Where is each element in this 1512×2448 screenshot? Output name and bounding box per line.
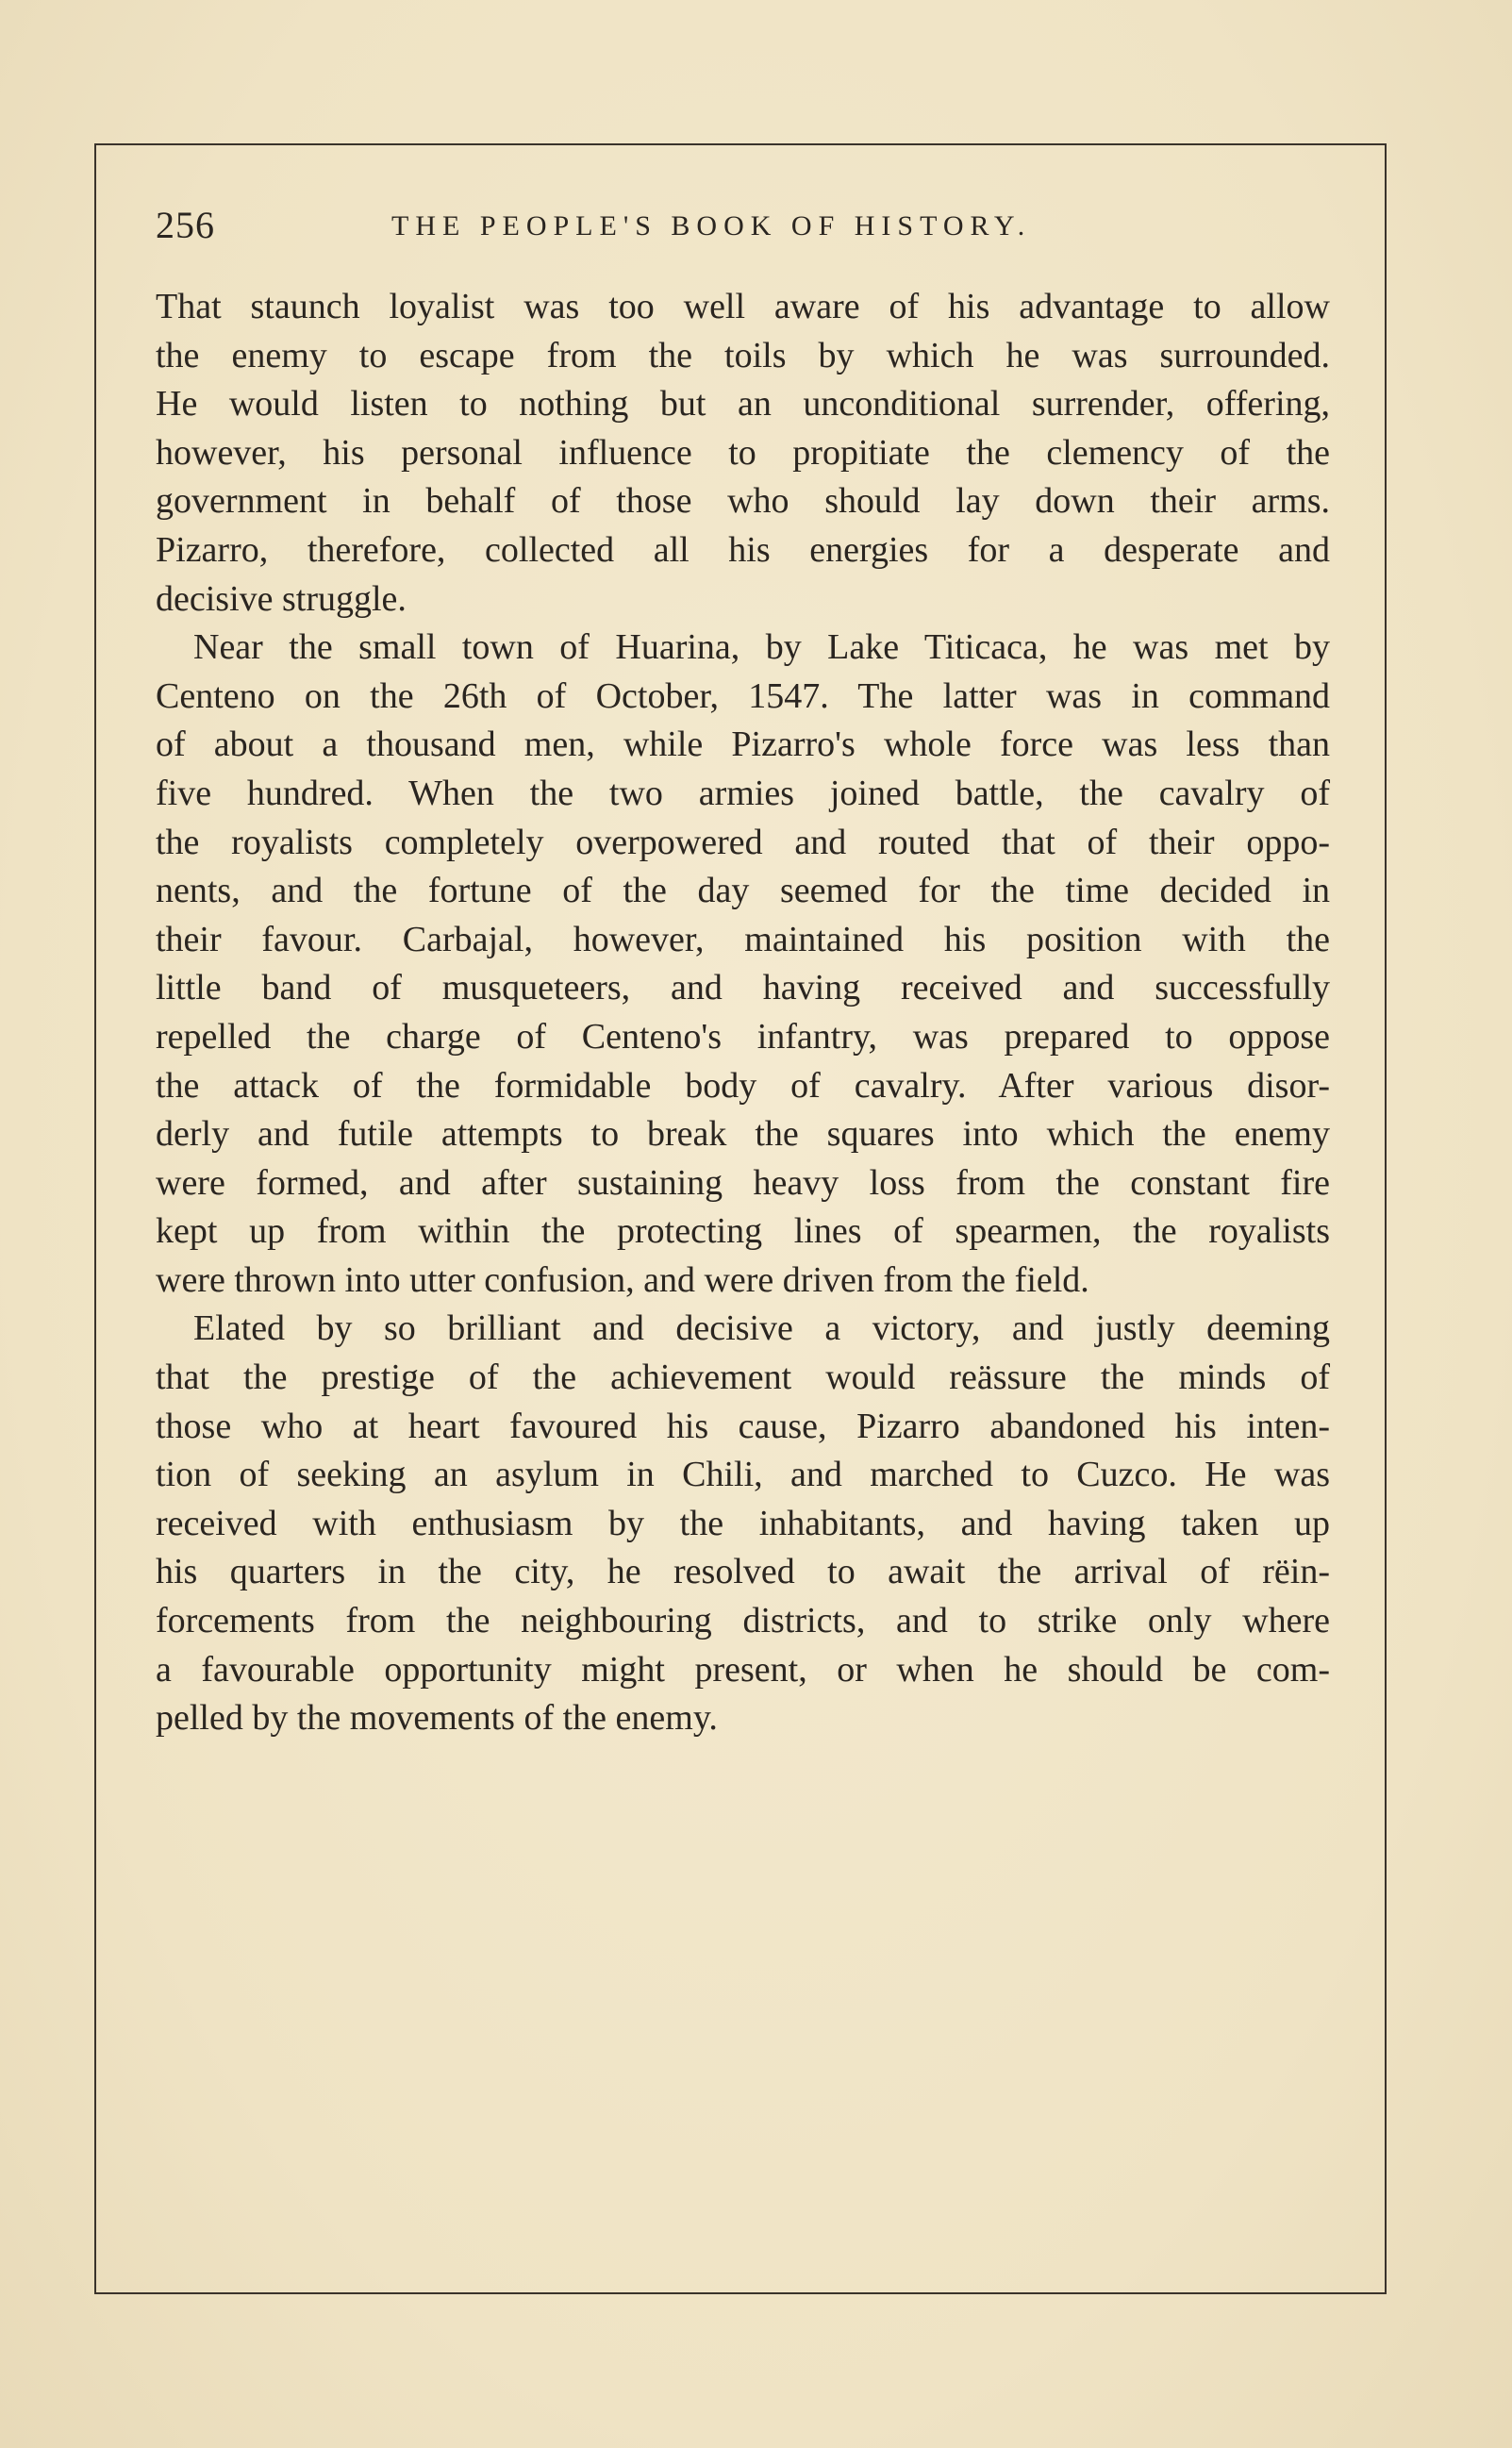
text-line: however, his personal influence to propitiate the clemency of the bbox=[156, 432, 1330, 473]
page-header bbox=[156, 203, 1330, 259]
text-line: repelled the charge of Centeno's infantry, was prepared to oppose bbox=[156, 1016, 1330, 1057]
text-line: That staunch loyalist was too well aware of his advantage to allow bbox=[156, 287, 1330, 326]
text-line: the attack of the formidable body of cavalry. After various disor- bbox=[156, 1065, 1330, 1106]
text-line: their favour. Carbajal, however, maintained his position with the bbox=[156, 919, 1330, 959]
text-line: his quarters in the city, he resolved to await the arrival of rëin- bbox=[156, 1552, 1330, 1592]
text-line: Near the small town of Huarina, by Lake Titicaca, he was met by bbox=[193, 627, 1330, 668]
text-line: a favourable opportunity might present, or when he should be com- bbox=[156, 1649, 1330, 1690]
body-text bbox=[156, 283, 1330, 1743]
text-line: government in behalf of those who should lay down their arms. bbox=[156, 481, 1330, 522]
text-line: Elated by so brilliant and decisive a victory, and justly deeming bbox=[193, 1308, 1330, 1349]
page-number: 256 bbox=[156, 204, 215, 246]
text-line: kept up from within the protecting lines of spearmen, the royalists bbox=[156, 1211, 1330, 1252]
text-line: forcements from the neighbouring districts, and to strike only where bbox=[156, 1601, 1330, 1641]
running-title: THE PEOPLE'S BOOK OF HISTORY. bbox=[391, 210, 1032, 241]
text-line: five hundred. When the two armies joined battle, the cavalry of bbox=[156, 773, 1330, 813]
text-line: Centeno on the 26th of October, 1547. The latter was in command bbox=[156, 675, 1330, 716]
text-line: that the prestige of the achievement would reässure the minds of bbox=[156, 1357, 1330, 1398]
text-line: derly and futile attempts to break the squares into which the enemy bbox=[156, 1114, 1330, 1155]
text-line: the royalists completely overpowered and routed that of their oppo- bbox=[156, 822, 1330, 862]
text-line: were thrown into utter confusion, and were driven from the field. bbox=[156, 1259, 1089, 1300]
text-line: decisive struggle. bbox=[156, 578, 407, 619]
text-line: little band of musqueteers, and having received and successfully bbox=[156, 968, 1330, 1008]
text-line: tion of seeking an asylum in Chili, and marched to Cuzco. He was bbox=[156, 1455, 1330, 1495]
text-line: those who at heart favoured his cause, Pizarro abandoned his inten- bbox=[156, 1406, 1330, 1446]
text-line: were formed, and after sustaining heavy loss from the constant fire bbox=[156, 1162, 1330, 1203]
text-line: He would listen to nothing but an unconditional surrender, offering, bbox=[156, 384, 1330, 425]
text-line: the enemy to escape from the toils by which he was surrounded. bbox=[156, 335, 1330, 375]
text-line: received with enthusiasm by the inhabitants, and having taken up bbox=[156, 1503, 1330, 1543]
text-line: pelled by the movements of the enemy. bbox=[156, 1698, 718, 1739]
text-line: Pizarro, therefore, collected all his energies for a desperate and bbox=[156, 529, 1330, 570]
text-line: nents, and the fortune of the day seemed for the time decided in bbox=[156, 871, 1330, 911]
text-line: of about a thousand men, while Pizarro's whole force was less than bbox=[156, 724, 1330, 765]
